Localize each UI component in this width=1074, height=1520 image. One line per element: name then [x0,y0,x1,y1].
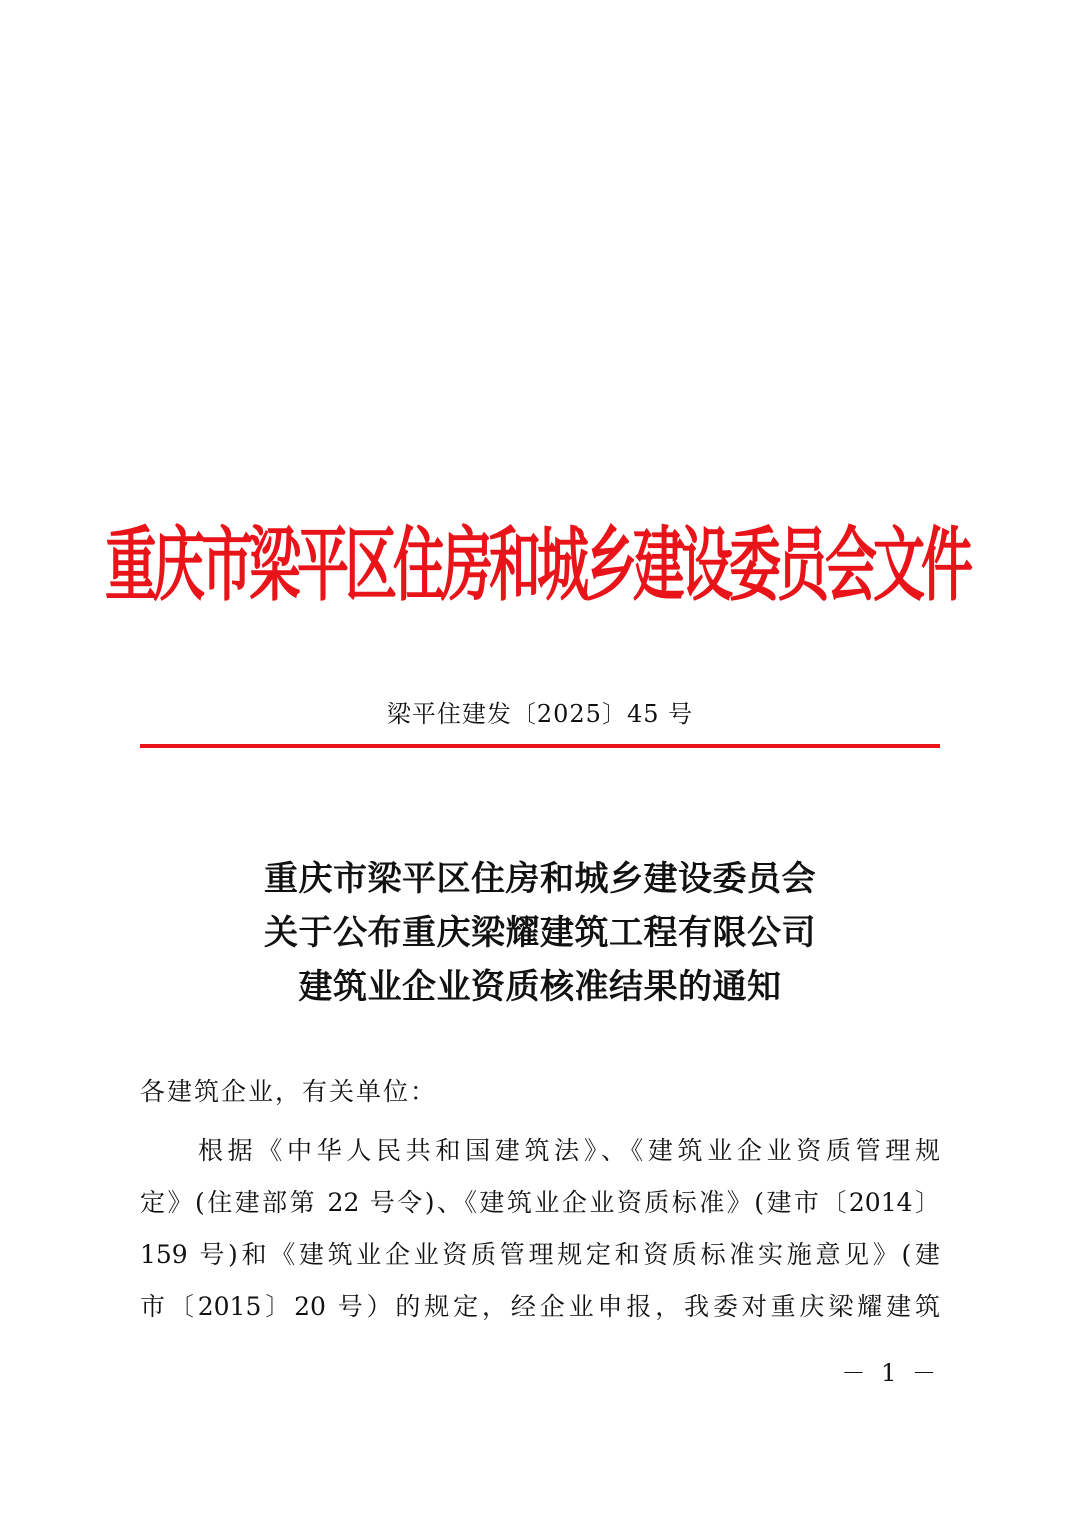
notice-title-line: 重庆市梁平区住房和城乡建设委员会 [264,859,816,899]
notice-title [140,852,940,1014]
red-divider-line [140,744,940,748]
document-number: 梁平住建发〔2025〕45 号 [386,700,694,728]
notice-title-line: 建筑业企业资质核准结果的通知 [298,967,782,1007]
masthead-title: 重庆市梁平区住房和城乡建设委员会文件 [104,519,969,613]
body-line: 159 号)和《建筑业企业资质管理规定和资质标准实施意见》(建 [140,1240,940,1269]
body-line: 定》(住建部第 22 号令)、《建筑业企业资质标准》(建市〔2014〕 [140,1188,940,1217]
notice-title-line: 关于公布重庆梁耀建筑工程有限公司 [264,913,816,953]
body-line: 市〔2015〕20 号）的规定，经企业申报，我委对重庆梁耀建筑 [140,1292,940,1321]
body-line: 根据《中华人民共和国建筑法》、《建筑业企业资质管理规 [198,1136,940,1165]
salutation: 各建筑企业，有关单位： [140,1077,438,1106]
body-paragraph [140,1125,940,1333]
page-number: － 1 － [841,1359,940,1387]
